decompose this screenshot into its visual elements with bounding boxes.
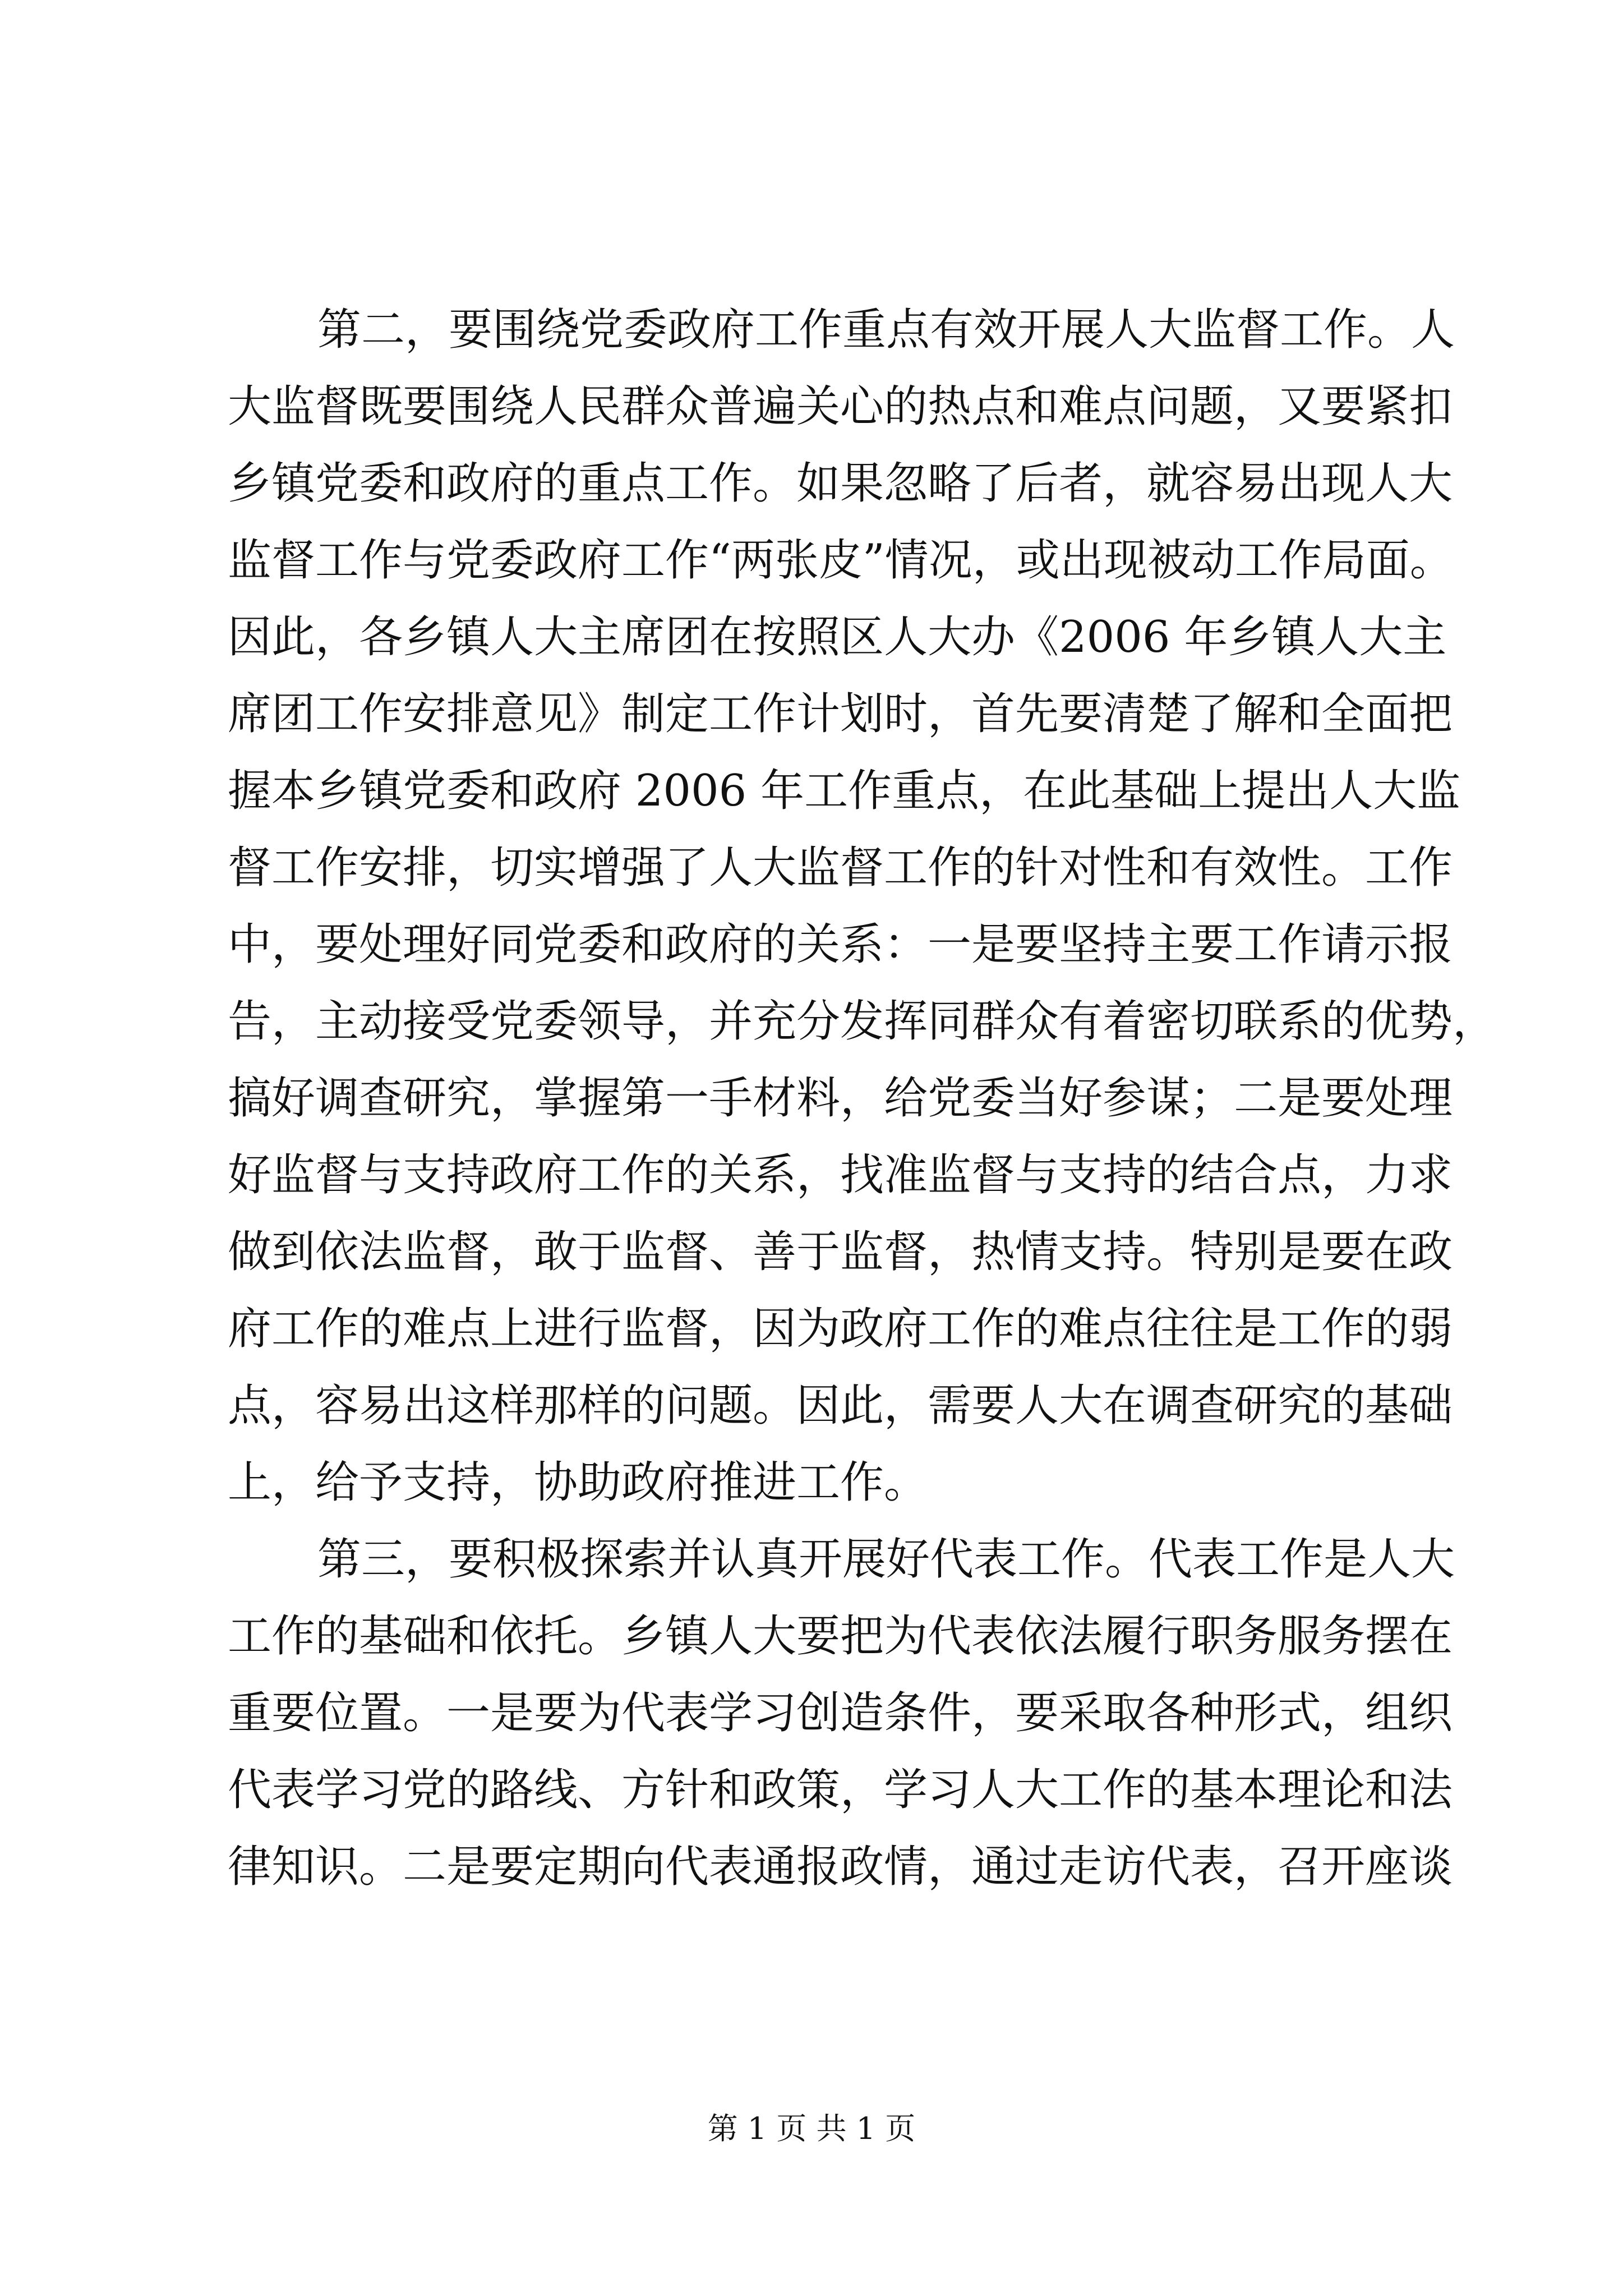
paragraph-line: 乡镇党委和政府的重点工作。如果忽略了后者，就容易出现人大 bbox=[228, 458, 1453, 509]
paragraph-line: 大监督既要围绕人民群众普遍关心的热点和难点问题，又要紧扣 bbox=[228, 381, 1453, 432]
paragraph-line: 告，主动接受党委领导，并充分发挥同群众有着密切联系的优势， bbox=[228, 996, 1497, 1047]
page-number: 第 1 页 共 1 页 bbox=[707, 2111, 916, 2146]
paragraph-line: 因此，各乡镇人大主席团在按照区人大办《2006 年乡镇人大主 bbox=[228, 612, 1447, 662]
paragraph-third-point bbox=[228, 1521, 1455, 1906]
paragraph-line: 工作的基础和依托。乡镇人大要把为代表依法履行职务服务摆在 bbox=[228, 1611, 1453, 1662]
paragraph-line: 府工作的难点上进行监督，因为政府工作的难点往往是工作的弱 bbox=[228, 1304, 1453, 1354]
paragraph-line: 中，要处理好同党委和政府的关系：一是要坚持主要工作请示报 bbox=[228, 919, 1453, 970]
paragraph-line: 第三，要积极探索并认真开展好代表工作。代表工作是人大 bbox=[317, 1534, 1455, 1585]
paragraph-line: 握本乡镇党委和政府 2006 年工作重点，在此基础上提出人大监 bbox=[228, 766, 1461, 816]
paragraph-line: 上，给予支持，协助政府推进工作。 bbox=[228, 1457, 928, 1508]
paragraph-line: 监督工作与党委政府工作“两张皮”情况，或出现被动工作局面。 bbox=[228, 535, 1454, 586]
paragraph-line: 席团工作安排意见》制定工作计划时，首先要清楚了解和全面把 bbox=[228, 689, 1453, 739]
page-footer bbox=[0, 2109, 1623, 2148]
paragraph-second-point bbox=[228, 292, 1497, 1521]
paragraph-line: 督工作安排，切实增强了人大监督工作的针对性和有效性。工作 bbox=[228, 843, 1453, 893]
paragraph-line: 重要位置。一是要为代表学习创造条件，要采取各种形式，组织 bbox=[228, 1688, 1453, 1738]
paragraph-line: 点，容易出这样那样的问题。因此，需要人大在调查研究的基础 bbox=[228, 1381, 1453, 1431]
paragraph-line: 第二，要围绕党委政府工作重点有效开展人大监督工作。人 bbox=[317, 305, 1455, 355]
paragraph-line: 搞好调查研究，掌握第一手材料，给党委当好参谋；二是要处理 bbox=[228, 1073, 1453, 1124]
paragraph-line: 做到依法监督，敢于监督、善于监督，热情支持。特别是要在政 bbox=[228, 1227, 1453, 1277]
paragraph-line: 律知识。二是要定期向代表通报政情，通过走访代表，召开座谈 bbox=[228, 1842, 1453, 1892]
paragraph-line: 代表学习党的路线、方针和政策，学习人大工作的基本理论和法 bbox=[228, 1765, 1453, 1815]
document-body bbox=[228, 292, 1497, 1906]
paragraph-line: 好监督与支持政府工作的关系，找准监督与支持的结合点，力求 bbox=[228, 1150, 1453, 1200]
